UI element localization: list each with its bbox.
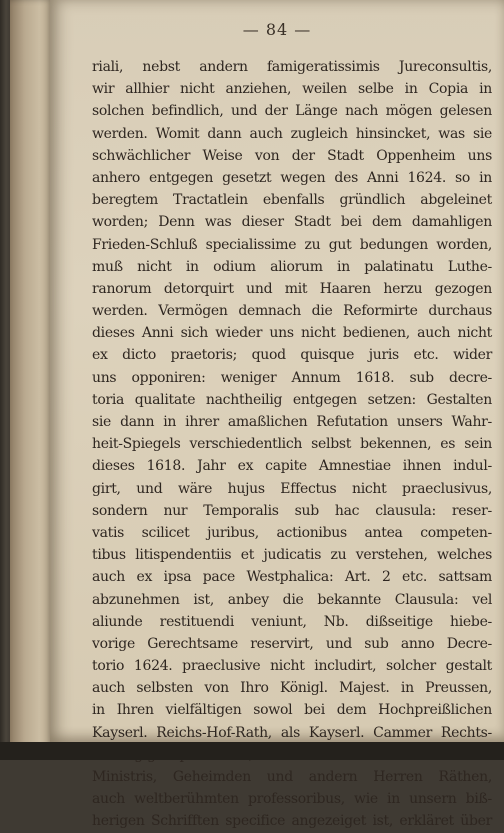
page-edge-shadow: [0, 742, 504, 760]
text-line: riali, nebst andern famigeratissimis Jureconsultis,: [92, 59, 492, 75]
text-line: Ministris, Geheimden und andern Herren Räthen,: [92, 769, 492, 785]
text-line: toria qualitate nachtheilig entgegen setzen: Gestalten: [92, 391, 492, 408]
text-line: vorige Gerechtsame reservirt, und sub anno Decre-: [92, 635, 492, 652]
text-line: wir allhier nicht anziehen, weilen selbe in Copia in: [92, 81, 492, 98]
text-line: auch selbsten von Ihro Königl. Majest. in Preussen,: [92, 680, 492, 697]
text-line: Frieden-Schluß specialissime zu gut bedungen worden,: [92, 236, 492, 253]
book-gutter: [10, 0, 52, 760]
text-line: abzunehmen ist, anbey die bekannte Clausula: vel: [92, 591, 492, 608]
text-line: auch weltberühmten professoribus, wie in unsern biß-: [92, 791, 492, 808]
text-line: beregtem Tractatlein ebenfalls gründlich abgeleinet: [92, 192, 492, 209]
text-line: werden. Womit dann auch zugleich hinsincket, was sie: [92, 125, 492, 142]
text-line: sie dann in ihrer amaßlichen Refutation unsers Wahr-: [92, 414, 492, 430]
text-line: uns opponiren: weniger Annum 1618. sub decre-: [92, 369, 492, 386]
text-line: torio 1624. praeclusive nicht includirt, solcher gestalt: [92, 658, 492, 675]
text-line: sondern nur Temporalis sub hac clausula: reser-: [92, 502, 492, 519]
text-line: muß nicht in odium aliorum in palatinatu Luthe-: [92, 258, 492, 275]
text-line: tibus litispendentiis et judicatis zu verstehen, welches: [92, 547, 492, 564]
body-text: [92, 56, 492, 833]
text-line: Kayserl. Reichs-Hof-Rath, als Kayserl. Cammer Rechts-: [92, 724, 492, 741]
text-line: dieses Anni sich wieder uns nicht bedienen, auch nicht: [92, 325, 492, 342]
text-line: ex dicto praetoris; quod quisque juris etc. wider: [92, 347, 492, 364]
text-line: vatis scilicet juribus, actionibus antea competen-: [92, 524, 492, 541]
page-number: — 84 —: [242, 20, 312, 39]
book-page: [50, 0, 504, 830]
text-line: schwächlicher Weise von der Stadt Oppenheim uns: [92, 147, 492, 164]
text-line: worden; Denn was dieser Stadt bei dem damahligen: [92, 214, 492, 231]
text-line: auch ex ipsa pace Westphalica: Art. 2 etc. sattsam: [92, 569, 492, 586]
text-line: girt, und wäre hujus Effectus nicht praeclusivus,: [92, 480, 492, 497]
text-line: solchen befindlich, und der Länge nach mögen gelesen: [92, 103, 492, 120]
text-line: in Ihren vielfältigen sowol bei dem Hochpreißlichen: [92, 702, 492, 719]
text-line: aliunde restituendi veniunt, Nb. dißseitige hiebe-: [92, 613, 492, 630]
text-line: ranorum detorquirt und mit Haaren herzu gezogen: [92, 280, 492, 297]
text-line: heit-Spiegels verschiedentlich selbst bekennen, es sein: [92, 436, 492, 453]
text-line: dieses 1618. Jahr ex capite Amnestiae ihnen indul-: [92, 458, 492, 475]
text-line: herigen Schrifften specifice angezeiget ist, erkläret über: [92, 813, 492, 830]
text-line: werden. Vermögen demnach die Reformirte durchaus: [92, 303, 492, 320]
text-line: anhero entgegen gesetzt wegen des Anni 1624. so in: [92, 169, 492, 186]
